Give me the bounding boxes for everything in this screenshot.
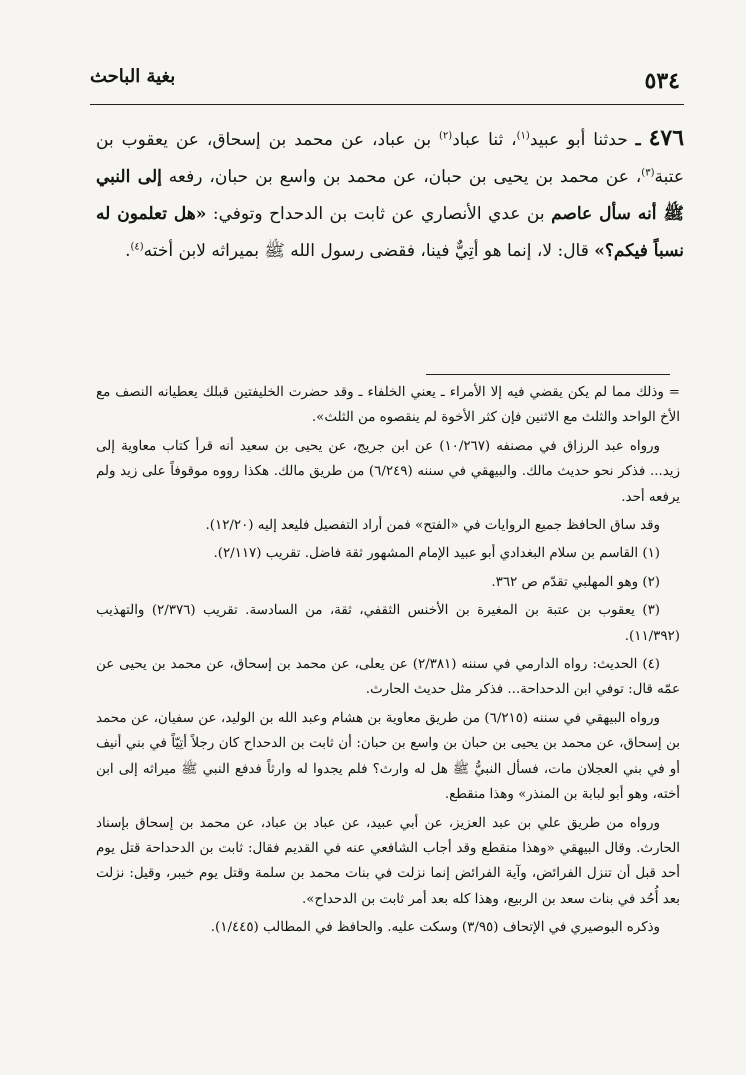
footnote-4: (٤) الحديث: رواه الدارمي في سننه (٢/٣٨١) عن يعلى، عن محمد بن إسحاق، عن محمد بن يحيى عن عمّه قال: توفي ابن الدحداحة... فذكر مثل حديث الحارث.	[96, 657, 680, 698]
hadith-text	[96, 120, 684, 270]
footnote-divider	[426, 374, 670, 375]
hadith-segment: بن عدي الأنصاري عن ثابت بن الدحداح وتوفي:	[206, 204, 552, 224]
footnote-ref-4: (٤)	[130, 241, 144, 253]
footnotes	[96, 380, 680, 941]
footnote-continuation: ورواه عبد الرزاق في مصنفه (١٠/٢٦٧) عن ابن جريج، عن يحيى بن سعيد أنه قرأ كتاب معاوية إلى زيد... فذكر نحو حديث مالك. والبيهقي في سننه (٦/٢٤٩) من طريق مالك. هكذا رووه موقوفاً على زيد ولم يرفعه أحد.	[96, 438, 680, 505]
footnote-4-paragraph: ورواه من طريق علي بن عبد العزيز، عن أبي عبيد، عن عباد بن عباد، عن محمد بن إسحاق بإسناد الحارث. وقال البيهقي «وهذا منقطع وقد أجاب الشافعي عنه في القديم فقال: ثابت بن الدحداحة قتل يوم أحد قبل أن تنزل الفرائض، وآية الفرائض إنما نزلت في بنات محمد بن سلمة وقتل يوم خيبر، وقيل: نزلت بعد أُحُد في بنات سعد بن الربيع، وهذا كله بعد أمر ثابت بن الدحداح».	[96, 815, 680, 907]
page-header	[90, 62, 680, 102]
footnote-continuation: وقد ساق الحافظ جميع الروايات في «الفتح» فمن أراد التفصيل فليعد إليه (١٢/٢٠).	[205, 518, 660, 534]
hadith-number: ٤٧٦	[648, 125, 685, 151]
hadith-bold-segment: إلى النبي ﷺ أنه سأل عاصم	[96, 167, 684, 224]
hadith-dash: ـ	[635, 130, 641, 150]
prophet-question: «هل تعلمون له نسباً فيكم؟»	[96, 204, 684, 261]
hadith-segment: ، عن محمد بن يحيى بن حبان، عن محمد بن واسع بن حبان، رفعه	[161, 167, 642, 187]
hadith-segment: ، ثنا عباد	[452, 130, 517, 150]
footnote-2: (٢) وهو المهلبي تقدّم ص ٣٦٢.	[491, 574, 660, 590]
footnote-continuation: = وذلك مما لم يكن يقضي فيه إلا الأمراء ـ يعني الخلفاء ـ وقد حضرت الخليفتين قبلك يعطيانه النصف مع الأخ الواحد والثلث مع الاثنين فإن كثر الأخوة لم ينقصوه من الثلث».	[96, 385, 680, 426]
hadith-segment: بن عباد، عن محمد بن إسحاق، عن يعقوب بن عتبة	[96, 130, 685, 187]
footnote-4-paragraph: ورواه البيهقي في سننه (٦/٢١٥) من طريق معاوية بن هشام وعبد الله بن الوليد، عن سفيان، عن محمد بن إسحاق، عن محمد بن يحيى بن حبان بن واسع بن حبان: أن ثابت بن الدحداح كان رجلاً أتِيّاً في بني أنيف أو في بني العجلان مات، فسأل النبيُّ ﷺ هل له وارث؟ فلم يجدوا له وارثاً فدفع النبي ﷺ ميراثه إلى ابن أخته، وهو أبو لبابة بن المنذر» وهذا منقطع.	[96, 710, 680, 803]
hadith-segment: قال: لا، إنما هو أتِيٌّ فينا، فقضى رسول الله ﷺ بميراثه لابن أخته	[143, 241, 595, 261]
header-divider	[90, 104, 684, 105]
footnote-ref-3: (٣)	[641, 167, 655, 179]
footnote-ref-2: (٢)	[439, 130, 453, 142]
footnote-3: (٣) يعقوب بن عتبة بن المغيرة بن الأخنس الثقفي، ثقة، من السادسة. تقريب (٢/٣٧٦) والتهذيب (١١/٣٩٢).	[96, 603, 680, 644]
hadith-segment: .	[125, 241, 131, 261]
running-title: بغية الباحث	[90, 66, 176, 87]
hadith-segment: حدثنا أبو عبيد	[529, 130, 628, 150]
footnote-4-paragraph: وذكره البوصيري في الإتحاف (٣/٩٥) وسكت عليه. والحافظ في المطالب (١/٤٤٥).	[210, 920, 660, 936]
footnote-1: (١) القاسم بن سلام البغدادي أبو عبيد الإمام المشهور ثقة فاضل. تقريب (٢/١١٧).	[213, 546, 660, 562]
page-number: ٥٣٤	[644, 68, 680, 94]
footnote-ref-1: (١)	[516, 130, 530, 142]
